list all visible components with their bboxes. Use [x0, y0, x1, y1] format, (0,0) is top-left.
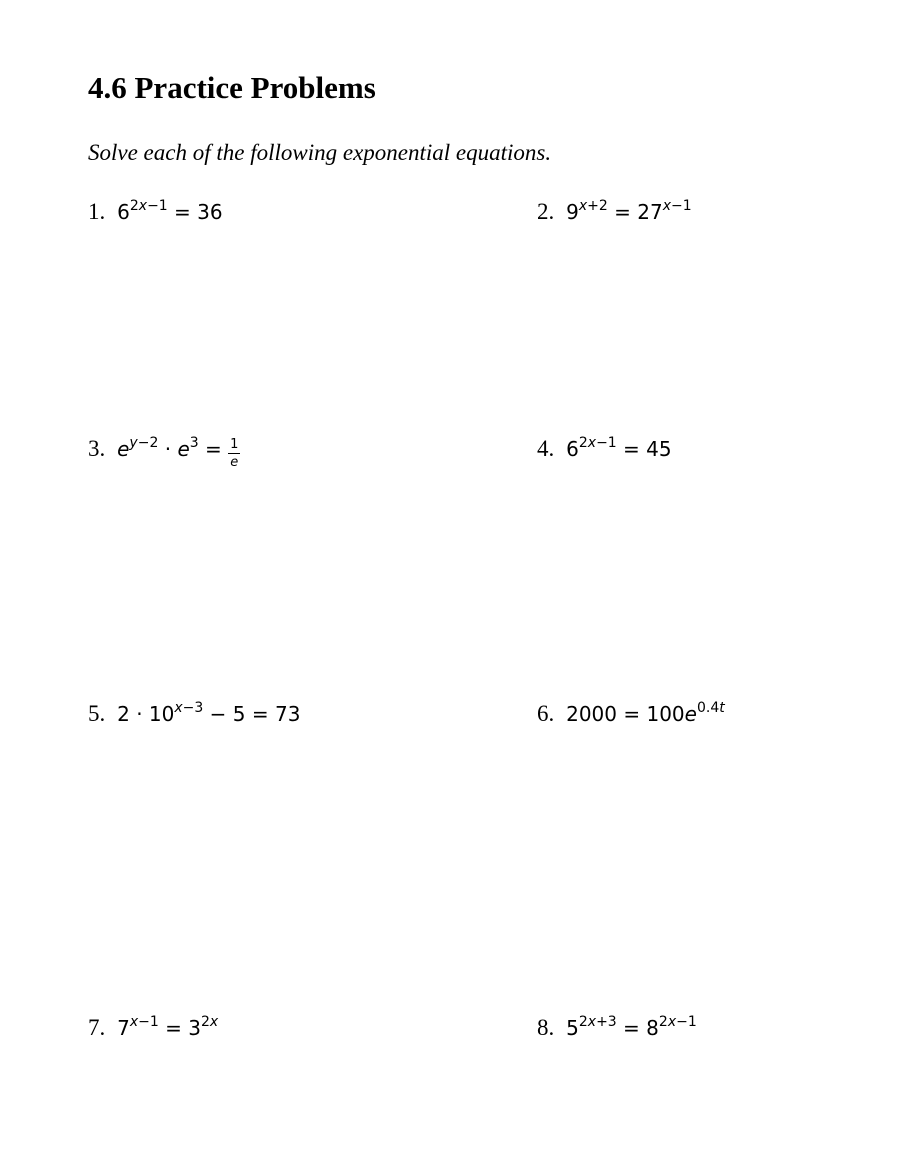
problem-equation: $2 \cdot 10^{x-3} - 5 = 73$	[110, 700, 301, 726]
problem-number: 4.	[537, 436, 555, 461]
problem-3	[88, 437, 240, 469]
problem-equation: $7^{x-1} = 3^{2x}$	[110, 1014, 219, 1040]
problem-number: 5.	[88, 701, 106, 726]
problem-5	[88, 702, 300, 725]
problem-equation: $6^{2x-1} = 45$	[559, 435, 672, 461]
problem-equation: $9^{x+2} = 27^{x-1}$	[559, 198, 692, 224]
problem-number: 8.	[537, 1015, 555, 1040]
instructions: Solve each of the following exponential equations.	[88, 140, 552, 165]
problem-8	[537, 1016, 697, 1039]
problem-7	[88, 1016, 218, 1039]
problem-1	[88, 200, 223, 223]
problem-number: 6.	[537, 701, 555, 726]
problem-equation: $e^{y-2} \cdot e^3$ = $\frac{1}{e}$	[117, 435, 239, 470]
problem-number: 7.	[88, 1015, 106, 1040]
problem-4	[537, 437, 672, 460]
problem-2	[537, 200, 692, 223]
page-title: 4.6 Practice Problems	[88, 70, 376, 105]
problem-number: 1.	[88, 199, 106, 224]
problem-number: 3.	[88, 436, 106, 461]
problem-equation: $6^{2x-1} = 36$	[110, 198, 223, 224]
problem-number: 2.	[537, 199, 555, 224]
problem-6	[537, 702, 725, 725]
problem-equation: $5^{2x+3} = 8^{2x-1}$	[559, 1014, 697, 1040]
problem-equation: $2000 = 100e^{0.4t}$	[559, 700, 725, 726]
